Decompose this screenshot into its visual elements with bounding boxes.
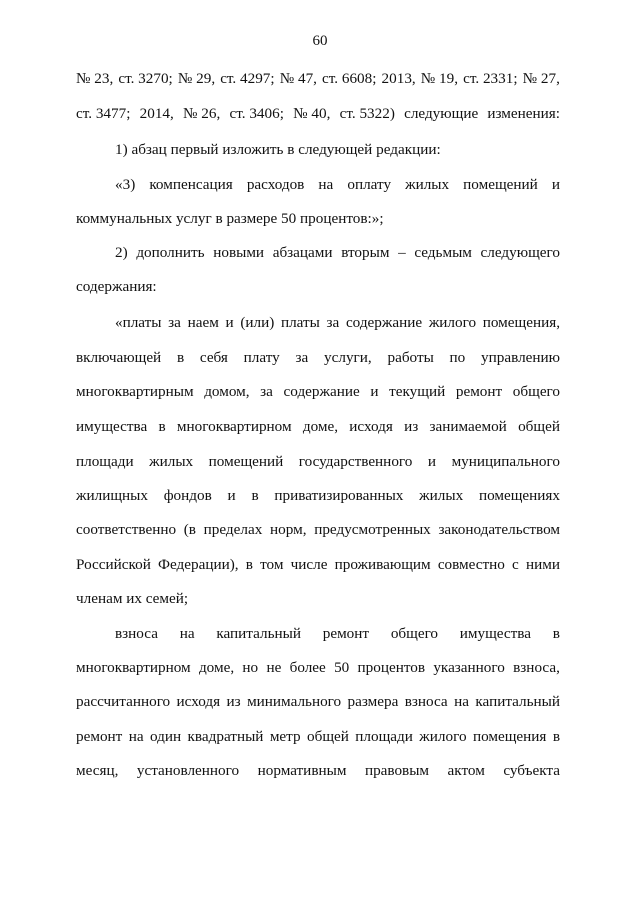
word: числе bbox=[290, 556, 328, 573]
word: компенсация bbox=[149, 176, 233, 193]
text-line bbox=[76, 520, 560, 540]
text-line bbox=[76, 727, 560, 747]
text-line bbox=[115, 243, 560, 263]
word: за bbox=[260, 383, 273, 400]
word: площади bbox=[355, 728, 413, 745]
word: новыми bbox=[213, 244, 265, 261]
text-line bbox=[115, 624, 560, 644]
word: с bbox=[512, 556, 519, 573]
word: месяц, bbox=[76, 762, 119, 779]
word: проживающим bbox=[334, 556, 431, 573]
word: жилых bbox=[405, 176, 450, 193]
word: размера bbox=[347, 693, 399, 710]
text-line: 1) абзац первый изложить в следующей редакции: bbox=[115, 141, 441, 158]
word: содержание bbox=[345, 314, 423, 331]
word: работы bbox=[387, 349, 434, 366]
text-line bbox=[76, 69, 560, 89]
word: помещениях bbox=[478, 487, 560, 504]
page-number: 60 bbox=[312, 33, 328, 49]
word: 2) bbox=[115, 244, 128, 261]
word: взноса, bbox=[513, 659, 560, 676]
word: не bbox=[266, 659, 282, 676]
word: № 23, bbox=[76, 70, 114, 87]
word: помещения, bbox=[482, 314, 560, 331]
text-line: членам их семей; bbox=[76, 590, 189, 607]
word: № 19, bbox=[420, 70, 459, 87]
word: соответственно bbox=[76, 521, 177, 538]
word: № 26, bbox=[183, 105, 221, 122]
word: оплату bbox=[347, 176, 392, 193]
word: «3) bbox=[115, 176, 136, 193]
word: изменения: bbox=[487, 105, 560, 122]
word: ст. 3477; bbox=[76, 105, 131, 122]
word: актом bbox=[447, 762, 485, 779]
text-line bbox=[115, 313, 560, 333]
word: 2014, bbox=[139, 105, 174, 122]
text-line bbox=[76, 417, 560, 437]
word: услуги, bbox=[324, 349, 372, 366]
word: жилищных bbox=[76, 487, 148, 504]
word: помещений bbox=[208, 453, 284, 470]
word: взноса bbox=[404, 693, 448, 710]
word: нормативным bbox=[257, 762, 347, 779]
word: капитальный bbox=[216, 625, 301, 642]
word: пределах bbox=[203, 521, 263, 538]
word: 2013, bbox=[381, 70, 416, 87]
word: – bbox=[398, 244, 406, 261]
word: платы bbox=[280, 314, 320, 331]
word: указанного bbox=[433, 659, 505, 676]
text-line bbox=[76, 761, 560, 781]
text-line bbox=[76, 658, 560, 678]
word: совместно bbox=[437, 556, 505, 573]
word: вторым bbox=[341, 244, 390, 261]
word: за bbox=[326, 314, 340, 331]
word: ремонт bbox=[322, 625, 370, 642]
word: «платы bbox=[115, 314, 162, 331]
word: минимального bbox=[247, 693, 342, 710]
word: процентов bbox=[357, 659, 426, 676]
word: и bbox=[427, 453, 437, 470]
word: квадратный bbox=[187, 728, 264, 745]
word: фондов bbox=[163, 487, 212, 504]
word: том bbox=[260, 556, 284, 573]
word: Федерации), bbox=[158, 556, 239, 573]
word: ст. 6608; bbox=[322, 70, 377, 87]
word: многоквартирным bbox=[76, 383, 194, 400]
word: более bbox=[289, 659, 326, 676]
word: следующего bbox=[480, 244, 560, 261]
word: законодательством bbox=[438, 521, 560, 538]
word: общего bbox=[512, 383, 560, 400]
word: ремонт bbox=[76, 728, 123, 745]
text-line bbox=[76, 452, 560, 472]
word: помещения bbox=[472, 728, 547, 745]
word: (или) bbox=[240, 314, 275, 331]
word: содержание bbox=[283, 383, 360, 400]
word: ст. 5322) bbox=[339, 105, 395, 122]
word: исходя bbox=[176, 693, 221, 710]
word: жилого bbox=[428, 314, 477, 331]
word: расходов bbox=[246, 176, 305, 193]
word: управлению bbox=[481, 349, 560, 366]
text-line bbox=[76, 486, 560, 506]
word: в bbox=[245, 556, 253, 573]
word: № 29, bbox=[177, 70, 216, 87]
word: ними bbox=[525, 556, 560, 573]
word: абзацами bbox=[272, 244, 333, 261]
word: и bbox=[225, 314, 234, 331]
word: общей bbox=[518, 418, 560, 435]
word: общей bbox=[307, 728, 349, 745]
word: государственного bbox=[298, 453, 413, 470]
word: норм, bbox=[270, 521, 307, 538]
word: и bbox=[370, 383, 379, 400]
word: жилых bbox=[149, 453, 194, 470]
word: на bbox=[318, 176, 334, 193]
word: по bbox=[449, 349, 466, 366]
text-line bbox=[115, 175, 560, 195]
word: № 27, bbox=[522, 70, 560, 87]
word: имущества bbox=[76, 418, 148, 435]
word: общего bbox=[390, 625, 439, 642]
word: метр bbox=[269, 728, 301, 745]
word: приватизированных bbox=[274, 487, 404, 504]
word: и bbox=[551, 176, 560, 193]
word: взноса bbox=[115, 625, 158, 642]
text-line bbox=[76, 348, 560, 368]
word: на bbox=[128, 728, 144, 745]
word: помещений bbox=[463, 176, 538, 193]
word: капитальный bbox=[475, 693, 560, 710]
word: доме, bbox=[302, 418, 339, 435]
word: но bbox=[242, 659, 259, 676]
text-line: коммунальных услуг в размере 50 процентов:»; bbox=[76, 210, 384, 227]
word: рассчитанного bbox=[76, 693, 171, 710]
word: в bbox=[552, 625, 560, 642]
word: субъекта bbox=[503, 762, 560, 779]
word: седьмым bbox=[414, 244, 472, 261]
word: домом, bbox=[204, 383, 250, 400]
text-line: содержания: bbox=[76, 278, 157, 295]
word: в bbox=[251, 487, 259, 504]
word: один bbox=[150, 728, 182, 745]
word: ст. 3406; bbox=[229, 105, 284, 122]
word: следующие bbox=[404, 105, 479, 122]
word: в bbox=[552, 728, 560, 745]
word: дополнить bbox=[136, 244, 205, 261]
word: из bbox=[226, 693, 241, 710]
word: текущий bbox=[389, 383, 446, 400]
word: правовым bbox=[364, 762, 430, 779]
word: ст. 3270; bbox=[118, 70, 173, 87]
word: жилых bbox=[419, 487, 464, 504]
text-line bbox=[76, 555, 560, 575]
word: ремонт bbox=[455, 383, 503, 400]
word: доме, bbox=[198, 659, 235, 676]
word: себя bbox=[199, 349, 228, 366]
word: установленного bbox=[136, 762, 240, 779]
word: многоквартирном bbox=[76, 659, 191, 676]
word: плату bbox=[243, 349, 280, 366]
word: наем bbox=[187, 314, 219, 331]
word: (в bbox=[183, 521, 196, 538]
word: № 40, bbox=[293, 105, 331, 122]
word: и bbox=[227, 487, 236, 504]
word: занимаемой bbox=[429, 418, 507, 435]
word: на bbox=[454, 693, 469, 710]
word: муниципального bbox=[451, 453, 560, 470]
word: в bbox=[176, 349, 185, 366]
word: в bbox=[158, 418, 166, 435]
word: многоквартирном bbox=[176, 418, 292, 435]
word: включающей bbox=[76, 349, 162, 366]
word: № 47, bbox=[279, 70, 317, 87]
word: ст. 2331; bbox=[463, 70, 518, 87]
word: Российской bbox=[76, 556, 151, 573]
word: на bbox=[179, 625, 195, 642]
text-line bbox=[76, 382, 560, 402]
word: предусмотренных bbox=[314, 521, 431, 538]
word: имущества bbox=[459, 625, 532, 642]
word: за bbox=[168, 314, 181, 331]
word: исходя bbox=[349, 418, 393, 435]
text-line bbox=[76, 692, 560, 712]
text-line bbox=[76, 104, 560, 124]
word: из bbox=[404, 418, 419, 435]
word: жилого bbox=[419, 728, 467, 745]
word: ст. 4297; bbox=[220, 70, 275, 87]
word: площади bbox=[76, 453, 134, 470]
word: 50 bbox=[334, 659, 350, 676]
word: за bbox=[295, 349, 309, 366]
